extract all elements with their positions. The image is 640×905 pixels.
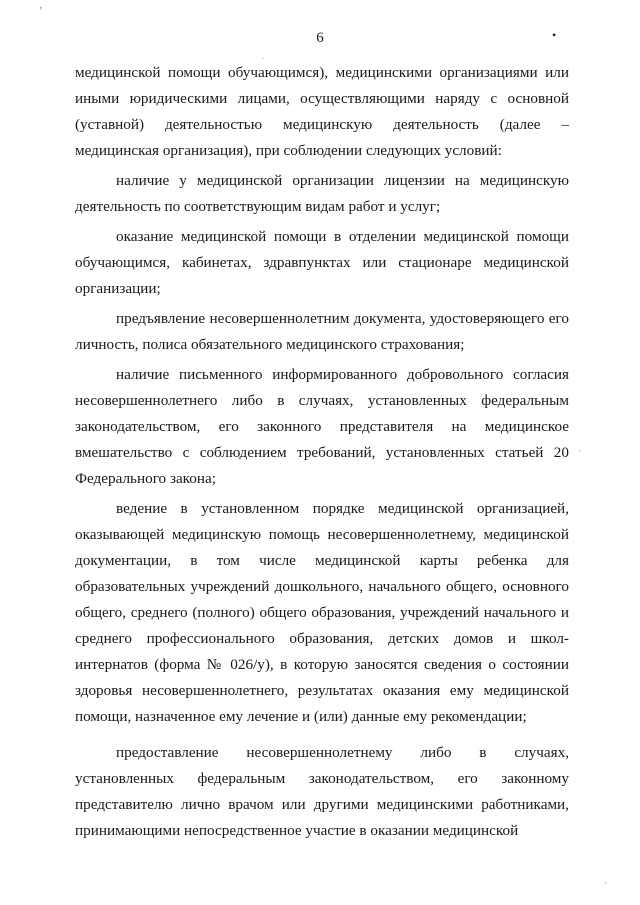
paragraph-records-condition: ведение в установленном порядке медицинской организацией, оказывающей медицинскую помощь несовершеннолетнему, медицинской документации, в том числе медицинской карты ребенка для образовательных учреждений дошкольного, начального общего, основного общего, среднего (полного) общего образования, учреждений начального и среднего профессионального образования, детских домов и школ-интернатов (форма № 026/у), в которую заносятся сведения о состоянии здоровья несовершеннолетнего, результатах оказания ему медицинской помощи, назначенное ему лечение и (или) данные ему рекомендации; — [75, 500, 569, 725]
paragraph-continuation: медицинской помощи обучающимся), медицинскими организациями или иными юридическими лицами, осуществляющими наряду с основной (уставной) деятельностью медицинскую деятельность (далее – медицинская организация), при соблюдении следующих условий: — [75, 64, 569, 159]
paragraph-document-condition: предъявление несовершеннолетним документа, удостоверяющего его личность, полиса обязательного медицинского страхования; — [75, 310, 569, 353]
paragraph-license-condition: наличие у медицинской организации лицензии на медицинскую деятельность по соответствующим видам работ и услуг; — [75, 172, 569, 215]
paragraph-consent-condition: наличие письменного информированного добровольного согласия несовершеннолетнего либо в случаях, установленных федеральным законодательством, его законного представителя на медицинское вмешательство с соблюдением требований, установленных статьей 20 Федерального закона; — [75, 366, 569, 487]
scan-artifact-mark: · — [578, 446, 581, 456]
paragraph-information-condition: предоставление несовершеннолетнему либо в случаях, установленных федеральным законодательством, его законному представителю лично врачом или другими медицинскими работниками, принимающими непосредственное участие в оказании медицинской — [75, 744, 569, 839]
document-body — [75, 60, 569, 844]
scan-artifact-mark: . — [262, 52, 264, 61]
page-number: 6 — [316, 30, 324, 46]
scan-artifact-mark: • — [552, 28, 557, 42]
paragraph-care-location-condition: оказание медицинской помощи в отделении медицинской помощи обучающимся, кабинетах, здравпунктах или стационаре медицинской организации; — [75, 228, 569, 297]
scan-artifact-mark: · — [604, 878, 607, 888]
scan-artifact-mark: ' — [40, 6, 42, 17]
